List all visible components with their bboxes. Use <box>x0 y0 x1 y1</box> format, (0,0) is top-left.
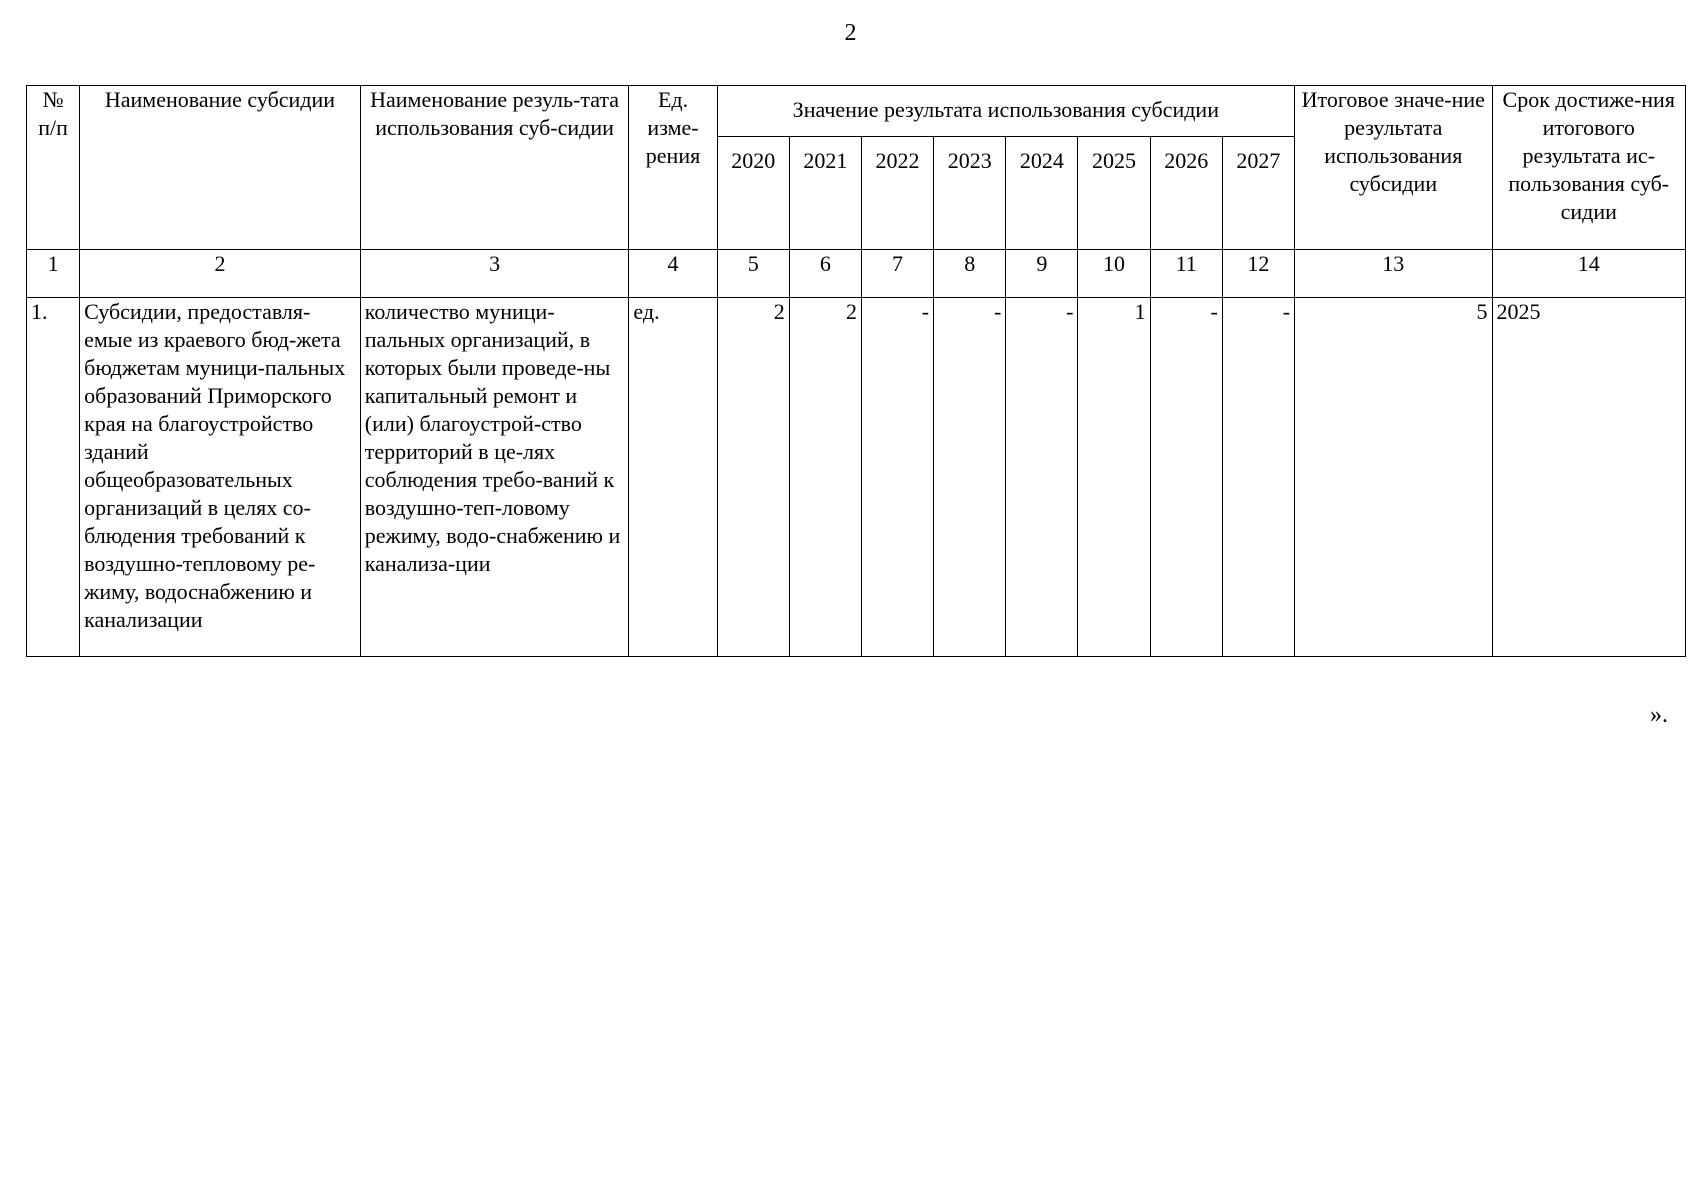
row-year-value: - <box>861 298 933 657</box>
row-year-value: 2 <box>789 298 861 657</box>
column-number: 1 <box>27 250 80 298</box>
column-number: 6 <box>789 250 861 298</box>
table-row <box>27 298 1686 657</box>
header-num: № п/п <box>27 86 80 250</box>
header-year: 2027 <box>1222 137 1294 250</box>
column-number: 11 <box>1150 250 1222 298</box>
header-year: 2026 <box>1150 137 1222 250</box>
column-number: 10 <box>1078 250 1150 298</box>
header-final-value: Итоговое значе-ние результата использования субсидии <box>1295 86 1492 250</box>
column-number: 3 <box>360 250 629 298</box>
header-year: 2021 <box>789 137 861 250</box>
header-year: 2022 <box>861 137 933 250</box>
header-year: 2025 <box>1078 137 1150 250</box>
header-year: 2023 <box>934 137 1006 250</box>
row-num: 1. <box>27 298 80 657</box>
column-number: 7 <box>861 250 933 298</box>
header-result-name: Наименование резуль-тата использования суб-сидии <box>360 86 629 250</box>
row-subsidy-name: Субсидии, предоставля-емые из краевого бюд-жета бюджетам муници-пальных образований Приморского края на благоустройство зданий общеобразовательных организаций в целях со-блюдения требований к воздушно-тепловому ре-жиму, водоснабжению и канализации <box>80 298 361 657</box>
header-year: 2024 <box>1006 137 1078 250</box>
row-year-value: - <box>1222 298 1294 657</box>
column-number: 4 <box>629 250 717 298</box>
closing-quote-mark: ». <box>1650 702 1668 728</box>
row-unit: ед. <box>629 298 717 657</box>
row-year-value: 1 <box>1078 298 1150 657</box>
subsidy-results-table <box>26 85 1686 657</box>
column-number: 12 <box>1222 250 1294 298</box>
row-year-value: - <box>1006 298 1078 657</box>
column-number: 9 <box>1006 250 1078 298</box>
page-number: 2 <box>844 20 857 46</box>
column-number: 14 <box>1492 250 1686 298</box>
column-number: 2 <box>80 250 361 298</box>
column-number: 8 <box>934 250 1006 298</box>
row-year-value: 2 <box>717 298 789 657</box>
column-number: 5 <box>717 250 789 298</box>
header-values-group: Значение результата использования субсидии <box>717 86 1294 137</box>
row-year-value: - <box>934 298 1006 657</box>
header-subsidy-name: Наименование субсидии <box>80 86 361 250</box>
header-unit: Ед. изме-рения <box>629 86 717 250</box>
header-year: 2020 <box>717 137 789 250</box>
column-number: 13 <box>1295 250 1492 298</box>
row-final-value: 5 <box>1295 298 1492 657</box>
column-number-row <box>27 250 1686 298</box>
row-result-name: количество муници-пальных организаций, в которых были проведе-ны капитальный ремонт и (или) благоустрой-ство территорий в це-лях соблюдения требо-ваний к воздушно-теп-ловому режиму, водо-снабжению и канализа-ции <box>360 298 629 657</box>
row-year-value: - <box>1150 298 1222 657</box>
header-deadline: Срок достиже-ния итогового результата ис-пользования суб-сидии <box>1492 86 1686 250</box>
row-deadline: 2025 <box>1492 298 1686 657</box>
